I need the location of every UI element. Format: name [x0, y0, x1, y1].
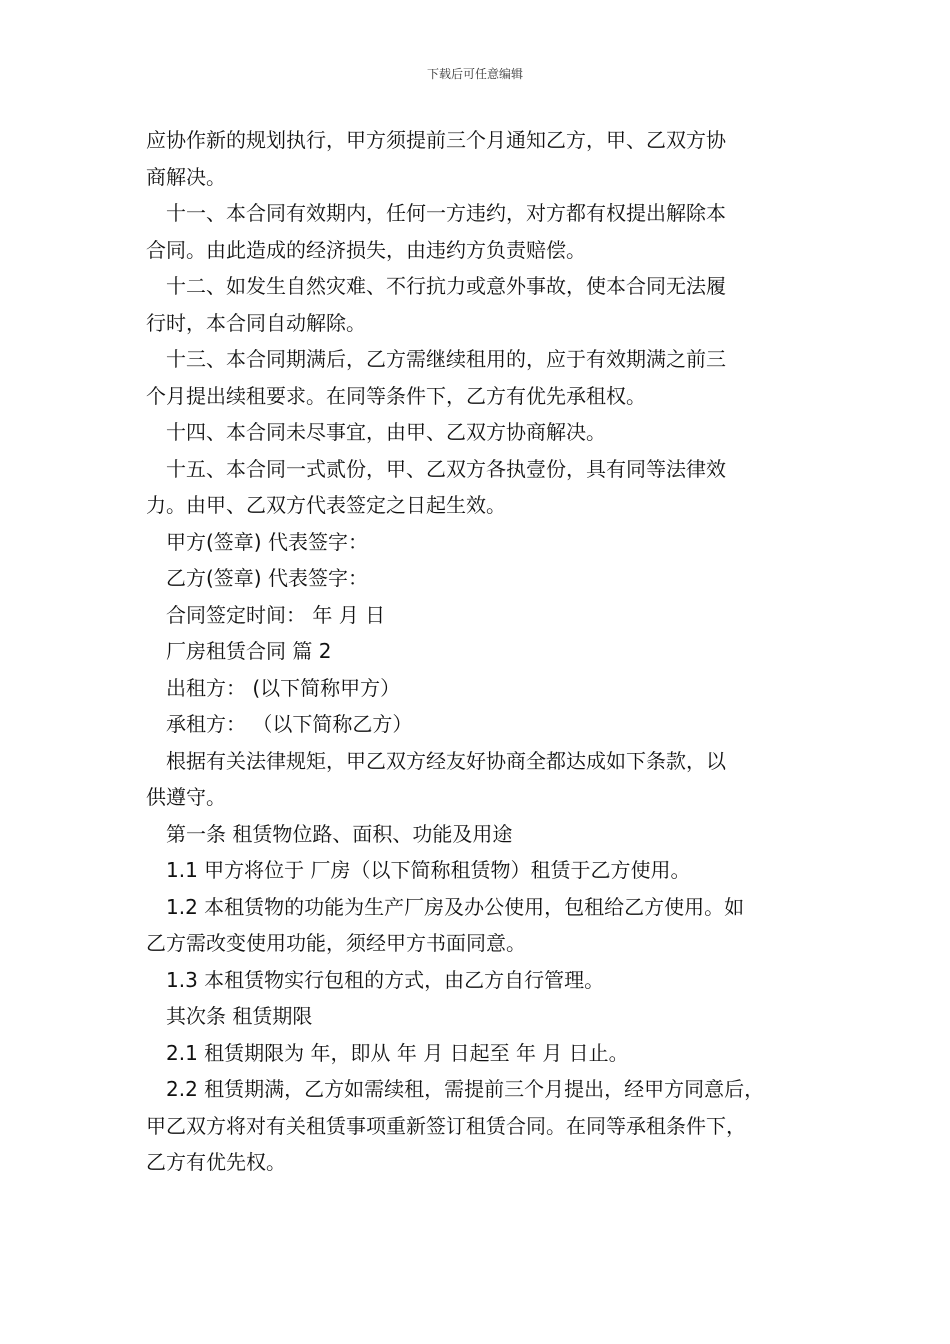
- text-line: 十三、本合同期满后，乙方需继续租用的，应于有效期满之前三: [166, 347, 726, 371]
- text-line: 乙方需改变使用功能，须经甲方书面同意。: [146, 931, 526, 955]
- text-line: 供遵守。: [146, 785, 226, 809]
- text-line: 乙方(签章) 代表签字：: [166, 566, 368, 590]
- text-line: 个月提出续租要求。在同等条件下，乙方有优先承租权。: [146, 383, 646, 408]
- text-line: 2.1 租赁期限为 年，即从 年 月 日起至 年 月 日止。: [166, 1040, 629, 1065]
- text-line: 1.2 本租赁物的功能为生产厂房及办公使用，包租给乙方使用。如: [166, 894, 745, 919]
- text-line: 十五、本合同一式贰份，甲、乙双方各执壹份，具有同等法律效: [166, 456, 726, 481]
- text-line: 1.3 本租赁物实行包租的方式，由乙方自行管理。: [166, 967, 605, 992]
- text-line: 出租方： (以下简称甲方）: [166, 675, 401, 700]
- text-line: 行时，本合同自动解除。: [146, 310, 366, 335]
- text-line: 承租方： （以下简称乙方）: [166, 712, 413, 736]
- text-line: 合同。由此造成的经济损失，由违约方负责赔偿。: [146, 237, 586, 262]
- text-line: 乙方有优先权。: [146, 1150, 286, 1174]
- document-body: [146, 122, 816, 1181]
- text-line: 十四、本合同未尽事宜，由甲、乙双方协商解决。: [166, 420, 606, 444]
- text-line: 商解决。: [146, 164, 226, 189]
- text-line: 十一、本合同有效期内，任何一方违约，对方都有权提出解除本: [166, 201, 726, 225]
- text-line: 第一条 租赁物位路、面积、功能及用途: [166, 821, 513, 846]
- text-line: 甲方(签章) 代表签字：: [166, 529, 368, 554]
- text-line: 十二、如发生自然灾难、不行抗力或意外事故，使本合同无法履: [166, 274, 726, 298]
- text-line: 应协作新的规划执行，甲方须提前三个月通知乙方，甲、乙双方协: [146, 128, 726, 152]
- page-header: 下载后可任意编辑: [426, 67, 523, 81]
- text-line: 合同签定时间： 年 月 日: [166, 602, 386, 627]
- text-line: 其次条 租赁期限: [166, 1004, 313, 1028]
- text-line: 厂房租赁合同 篇 2: [166, 639, 332, 663]
- text-line: 甲乙双方将对有关租赁事项重新签订租赁合同。在同等承租条件下，: [146, 1113, 746, 1138]
- text-line: 2.2 租赁期满，乙方如需续租，需提前三个月提出，经甲方同意后，: [166, 1077, 765, 1101]
- text-line: 1.1 甲方将位于 厂房（以下简称租赁物）租赁于乙方使用。: [166, 858, 691, 882]
- text-line: 根据有关法律规矩，甲乙双方经友好协商全都达成如下条款，以: [166, 748, 726, 773]
- text-line: 力。由甲、乙双方代表签定之日起生效。: [146, 493, 506, 517]
